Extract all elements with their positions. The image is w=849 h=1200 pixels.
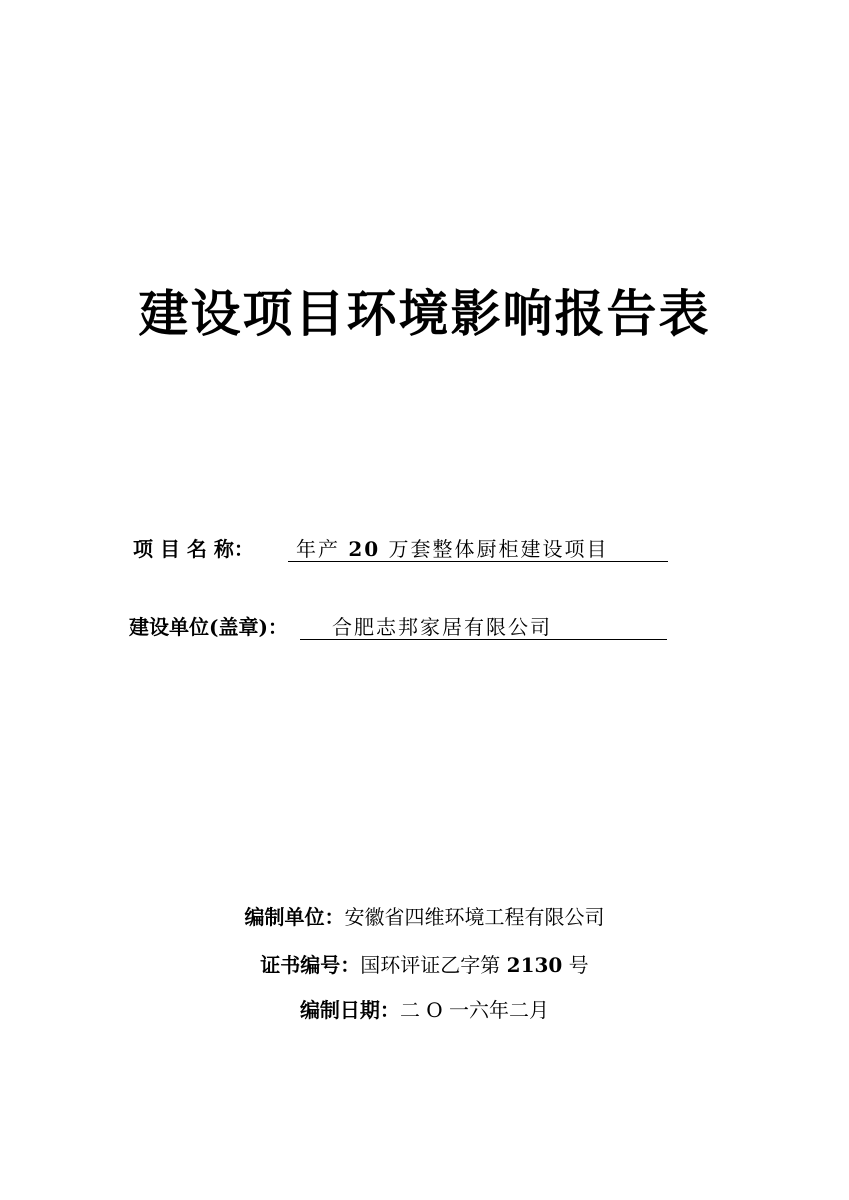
project-name-row	[0, 535, 849, 565]
construction-unit-value: 合肥志邦家居有限公司	[300, 613, 667, 640]
certificate-value-prefix: 国环评证乙字第	[360, 953, 507, 977]
certificate-value-number: 2130	[506, 953, 563, 977]
certificate-label: 证书编号：	[260, 953, 361, 977]
certificate-value-suffix: 号	[562, 953, 589, 977]
project-name-value-suffix: 万套整体厨柜建设项目	[380, 537, 609, 561]
compiler-label: 编制单位：	[244, 905, 345, 929]
project-name-value	[288, 535, 668, 562]
construction-unit-row	[0, 613, 849, 643]
project-name-label: 项 目 名 称：	[133, 537, 254, 561]
date-label: 编制日期：	[299, 998, 400, 1022]
construction-unit-label: 建设单位(盖章)：	[129, 615, 288, 639]
document-title: 建设项目环境影响报告表	[138, 284, 711, 343]
compiler-row	[0, 903, 849, 931]
project-name-value-prefix: 年产	[296, 537, 349, 561]
date-value: 二 O 一六年二月	[399, 998, 550, 1022]
compiler-value: 安徽省四维环境工程有限公司	[344, 905, 605, 929]
project-name-value-number: 20	[348, 537, 381, 561]
certificate-row	[0, 951, 849, 979]
date-row	[0, 996, 849, 1024]
